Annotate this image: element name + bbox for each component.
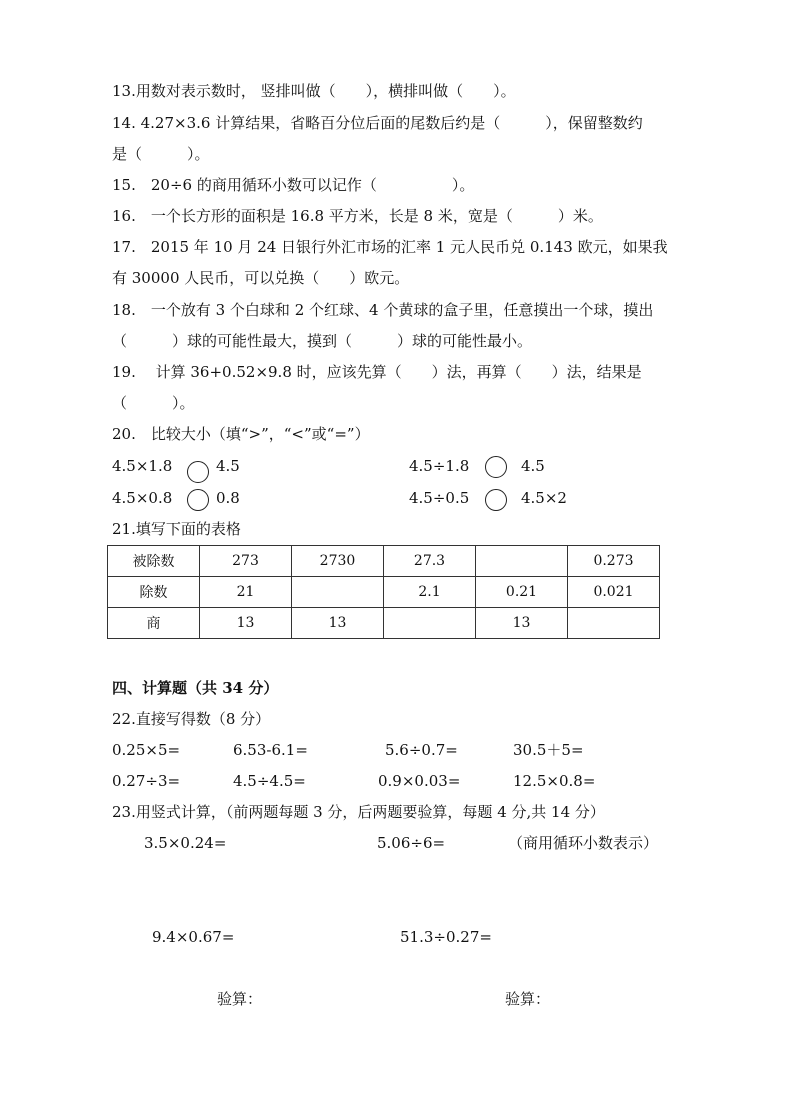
question-19-line1: 19. 计算 36+0.52×9.8 时，应该先算（ ）法，再算（ ）法，结果是 xyxy=(112,363,642,381)
question-18-line2: （ ）球的可能性最大，摸到（ ）球的可能性最小。 xyxy=(112,332,533,350)
question-20: 20. 比较大小（填“>”，“<”或“=”） xyxy=(112,425,370,443)
table-cell: 除数 xyxy=(108,577,200,608)
table-cell-blank[interactable] xyxy=(292,577,384,608)
compare-r2-left-expr: 4.5×0.8 xyxy=(112,489,173,507)
direct-calc-item: 0.27÷3= xyxy=(112,772,181,790)
table-cell: 21 xyxy=(200,577,292,608)
question-15: 15. 20÷6 的商用循环小数可以记作（ ）。 xyxy=(112,176,475,194)
table-row xyxy=(108,577,660,608)
vertical-calc-item: 51.3÷0.27= xyxy=(400,928,492,946)
table-cell: 被除数 xyxy=(108,546,200,577)
question-19-line2: （ ）。 xyxy=(112,394,195,412)
division-table xyxy=(107,545,660,639)
table-cell: 2730 xyxy=(292,546,384,577)
compare-r2-right-expr: 4.5÷0.5 xyxy=(409,489,470,507)
table-cell: 商 xyxy=(108,608,200,639)
section-title: 四、计算题（共 34 分） xyxy=(112,679,279,697)
question-13: 13.用数对表示数时， 竖排叫做（ ），横排叫做（ ）。 xyxy=(112,82,516,100)
table-cell: 13 xyxy=(200,608,292,639)
table-cell-blank[interactable] xyxy=(384,608,476,639)
vertical-calc-note: （商用循环小数表示） xyxy=(508,834,659,852)
table-cell-blank[interactable] xyxy=(568,608,660,639)
question-17-line1: 17. 2015 年 10 月 24 日银行外汇市场的汇率 1 元人民币兑 0.143 欧元，如果我 xyxy=(112,238,668,256)
compare-circle-blank[interactable] xyxy=(485,456,507,478)
direct-calc-item: 12.5×0.8= xyxy=(513,772,596,790)
direct-calc-item: 5.6÷0.7= xyxy=(385,741,458,759)
direct-calc-item: 0.25×5= xyxy=(112,741,181,759)
compare-r1-right-value: 4.5 xyxy=(521,457,545,475)
table-cell: 0.21 xyxy=(476,577,568,608)
question-21: 21.填写下面的表格 xyxy=(112,520,241,538)
direct-calc-item: 4.5÷4.5= xyxy=(233,772,306,790)
question-23: 23.用竖式计算，（前两题每题 3 分，后两题要验算，每题 4 分,共 14 分） xyxy=(112,803,605,821)
table-cell: 27.3 xyxy=(384,546,476,577)
table-row xyxy=(108,608,660,639)
question-16: 16. 一个长方形的面积是 16.8 平方米，长是 8 米，宽是（ ）米。 xyxy=(112,207,603,225)
question-17-line2: 有 30000 人民币，可以兑换（ ）欧元。 xyxy=(112,269,410,287)
direct-calc-item: 0.9×0.03= xyxy=(378,772,461,790)
question-22: 22.直接写得数（8 分） xyxy=(112,710,271,728)
direct-calc-item: 30.5＋5= xyxy=(513,741,584,759)
compare-r1-left-value: 4.5 xyxy=(216,457,240,475)
question-14-line1: 14. 4.27×3.6 计算结果，省略百分位后面的尾数后约是（ ），保留整数约 xyxy=(112,114,643,132)
table-row xyxy=(108,546,660,577)
table-cell: 2.1 xyxy=(384,577,476,608)
check-label: 验算： xyxy=(505,990,551,1008)
table-cell: 13 xyxy=(292,608,384,639)
compare-circle-blank[interactable] xyxy=(187,489,209,511)
vertical-calc-item: 3.5×0.24= xyxy=(144,834,227,852)
vertical-calc-item: 9.4×0.67= xyxy=(152,928,235,946)
question-14-line2: 是（ ）。 xyxy=(112,145,210,163)
table-cell-blank[interactable] xyxy=(476,546,568,577)
table-cell: 0.273 xyxy=(568,546,660,577)
compare-r2-left-value: 0.8 xyxy=(216,489,240,507)
compare-circle-blank[interactable] xyxy=(485,489,507,511)
direct-calc-item: 6.53-6.1= xyxy=(233,741,308,759)
compare-r2-right-value: 4.5×2 xyxy=(521,489,567,507)
vertical-calc-item: 5.06÷6= xyxy=(377,834,446,852)
table-cell: 273 xyxy=(200,546,292,577)
table-cell: 13 xyxy=(476,608,568,639)
compare-circle-blank[interactable] xyxy=(187,461,209,483)
compare-r1-right-expr: 4.5÷1.8 xyxy=(409,457,470,475)
compare-r1-left-expr: 4.5×1.8 xyxy=(112,457,173,475)
question-18-line1: 18. 一个放有 3 个白球和 2 个红球、4 个黄球的盒子里，任意摸出一个球，摸出 xyxy=(112,301,654,319)
check-label: 验算： xyxy=(217,990,263,1008)
table-cell: 0.021 xyxy=(568,577,660,608)
